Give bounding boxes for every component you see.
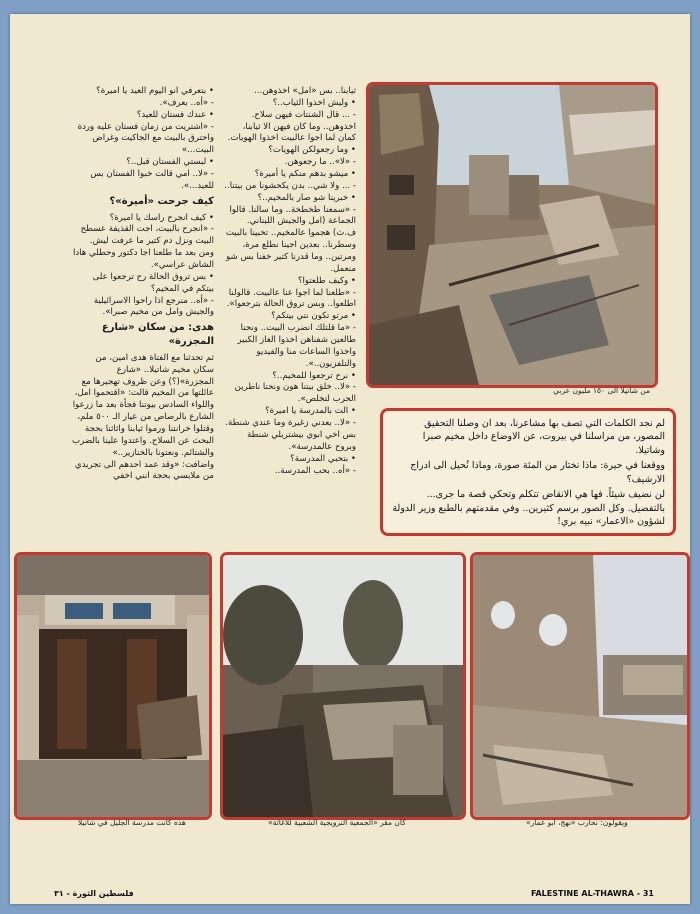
paragraph: - «ما قلتلك انضرب البيت.. ونحنا طالعين شفناهن اخذوا الغاز الكبير واخذوا الساعات منا والفيديو والتلفزيون..». xyxy=(237,323,356,369)
paragraph: • مرتو تكون نتي بيتكم؟ xyxy=(271,311,356,322)
section-heading: كيف جرحت «أميرة»؟ xyxy=(109,195,214,207)
photo-relief-office xyxy=(220,552,466,820)
paragraph: • لبستي الفستان قبل..؟ xyxy=(126,157,214,168)
paragraph: ثم تحدثنا مع الفتاة هدى امين، من سكان مخيم شاتيلا.. «شارع المجزرة»(؟) وعن ظروف تهجيرها مع عائلتها من المخيم قالت: «اقتحموا امل، واللواء السادس بيوتنا فجأة بعد ما زرعوا الشارع بالرصاص من عيار الـ ٥٠٠ ملم، وقتلوا خرانتنا ورموا ثيابنا واثاثنا بحجة البحث عن السلاح. واعتدوا علينا بالضرب والشتائم. ونعتونا بالخنازير..» xyxy=(72,352,214,458)
article-column-middle xyxy=(224,86,356,546)
intro-paragraph-2: ووقعنا في حيرة: ماذا نختار من المئة صورة، وماذا نُحيل الى ادراج الارشيف؟ xyxy=(410,460,665,485)
paragraph: - ... قال الشنتات فيهن سلاح. اخذوهن.. وما كان فيهن الا ثيابنا، كمان لما اجوا عالبيت اخذوا الهويات. xyxy=(227,109,356,144)
paragraph: - «لا».. ما رجعوهن. xyxy=(284,157,356,168)
paragraph: - «أه.. بعرف». xyxy=(159,97,214,108)
article-column-left xyxy=(72,86,214,546)
paragraph: • وما رجعولكن الهويات؟ xyxy=(268,145,356,156)
paragraph: - «لا.. امي قالت خبوا الفستان بس للعيد...». xyxy=(90,169,214,191)
footer-page-number-latin: FALESTINE AL-THAWRA - 31 xyxy=(530,889,654,898)
paragraph: - «لا.. بعدني زغيرة وما عندي شنطة. بس اخي ابوي بيشتريلي شنطة وبروح عالمدرسة». xyxy=(225,418,356,452)
photo-school xyxy=(14,552,212,820)
paragraph: • خبرينا شو صار بالمخيم..؟ xyxy=(257,192,356,203)
paragraph: • بتحبي المدرسة؟ xyxy=(290,453,356,464)
intro-paragraph-3: لن نضيف شيئاً. فها هي الانقاض تتكلم وتحكي قصة ما جرى... بالتفصيل. وكل الصور برسم كثيرين.. وفي مقدمتهم بالطبع وزير الدولة لشؤون «الاعمار» نبيه بري! xyxy=(392,489,665,528)
paragraph: - «لا.. خلق بيتنا هون ونحنا ناطرين الحرب لتخلص». xyxy=(234,382,356,405)
paragraph: • عندك فستان للعيد؟ xyxy=(136,109,214,120)
paragraph: • بس تروق الحالة رح ترجعوا على بيتكم في المخيم؟ xyxy=(92,271,214,294)
footer-page-number-arabic: فلسطين الثورة - ٣١ xyxy=(54,889,134,898)
paragraph: - «أه.. بحب المدرسة.. xyxy=(274,465,356,476)
caption-school-photo: هذه كانت مدرسة الجليل في شاتيلا xyxy=(78,818,186,827)
paragraph: • وليش اخذوا الثياب..؟ xyxy=(272,97,356,108)
photo-destroyed-building xyxy=(470,552,690,820)
paragraph: - «سمعنا طخطخة.. وما سالنا. قالوا الجماعة (امل والجيش اللبناني. ف.ث) هجموا عالمخيم.. تخبينا بالبيت وسطرنا.. بعدين اجينا نطلع مرة، ومرتين.. وما قدرنا كتير خفنا بس شو منعمل. xyxy=(225,204,356,274)
paragraph: ثيابنا.. بس «امل» اخذوهن... xyxy=(254,86,356,96)
caption-relief-photo: كان مقر «الجمعية النرويجية الشعبية للاغاثة» xyxy=(268,818,406,827)
paragraph: - «اشتريت من زمان فستان عليه وردة واحترق بالبيت مع الجاكيت وغراض البيت...» xyxy=(77,121,214,156)
paragraph: • بتعرفي انو اليوم العيد يا اميرة؟ xyxy=(96,86,214,96)
paragraph: • ميشو بدهم منكم يا أميرة؟ xyxy=(254,169,356,180)
paragraph: • كيف انجرح راسك يا اميرة؟ xyxy=(109,212,214,223)
photo-ruins-top xyxy=(366,82,658,388)
intro-paragraph-1: لم نجد الكلمات التي تصف بها مشاعرنا، بعد ان وصلنا التحقيق المصور، من مراسلنا في بيروت، عن الاوضاع داخل مخيم صبرا وشاتيلا. xyxy=(422,418,665,456)
paragraph: واضافت: «وقد عمد احدهم الى تجريدي من ملابسي بحجة انني اخفي xyxy=(74,459,214,482)
paragraph: - «انجرح بالبيت، اجت القذيفة عسطح البيت ونزل دم كتير ما عرفت ليش. ومن بعد ما طلعنا اجا دكتور وحطلي هادا الشاش عراسي». xyxy=(72,224,214,270)
paragraph: • الت بالمدرسة يا اميرة؟ xyxy=(265,406,356,417)
caption-building-photo: ويقولون: نحارب «نهج، ابو عمار» xyxy=(526,818,628,827)
paragraph: - ... ولا شي.. بدن يكحشونا من بيتنا.. xyxy=(224,180,356,191)
intro-box xyxy=(380,408,676,536)
paragraph: • وكيف طلعتوا؟ xyxy=(297,275,356,286)
caption-top-photo: من شاتيلا الى ١٥٠ مليون عربي xyxy=(553,386,650,395)
paragraph: - «أه.. منرجع اذا راحوا الاسرائيلية والجيش وامل من مخيم صبرا». xyxy=(93,295,214,318)
paragraph: • نرح ترجعوا للمخيم..؟ xyxy=(272,370,356,381)
section-heading: هدى: من سكان «شارع المجزرة» xyxy=(101,322,214,348)
paragraph: - «طلعنا لما اجوا عنا عالبيت. قالولنا اطلعوا.. وبس تروق الحالة بترجعوا». xyxy=(226,287,356,310)
magazine-page xyxy=(10,14,690,904)
